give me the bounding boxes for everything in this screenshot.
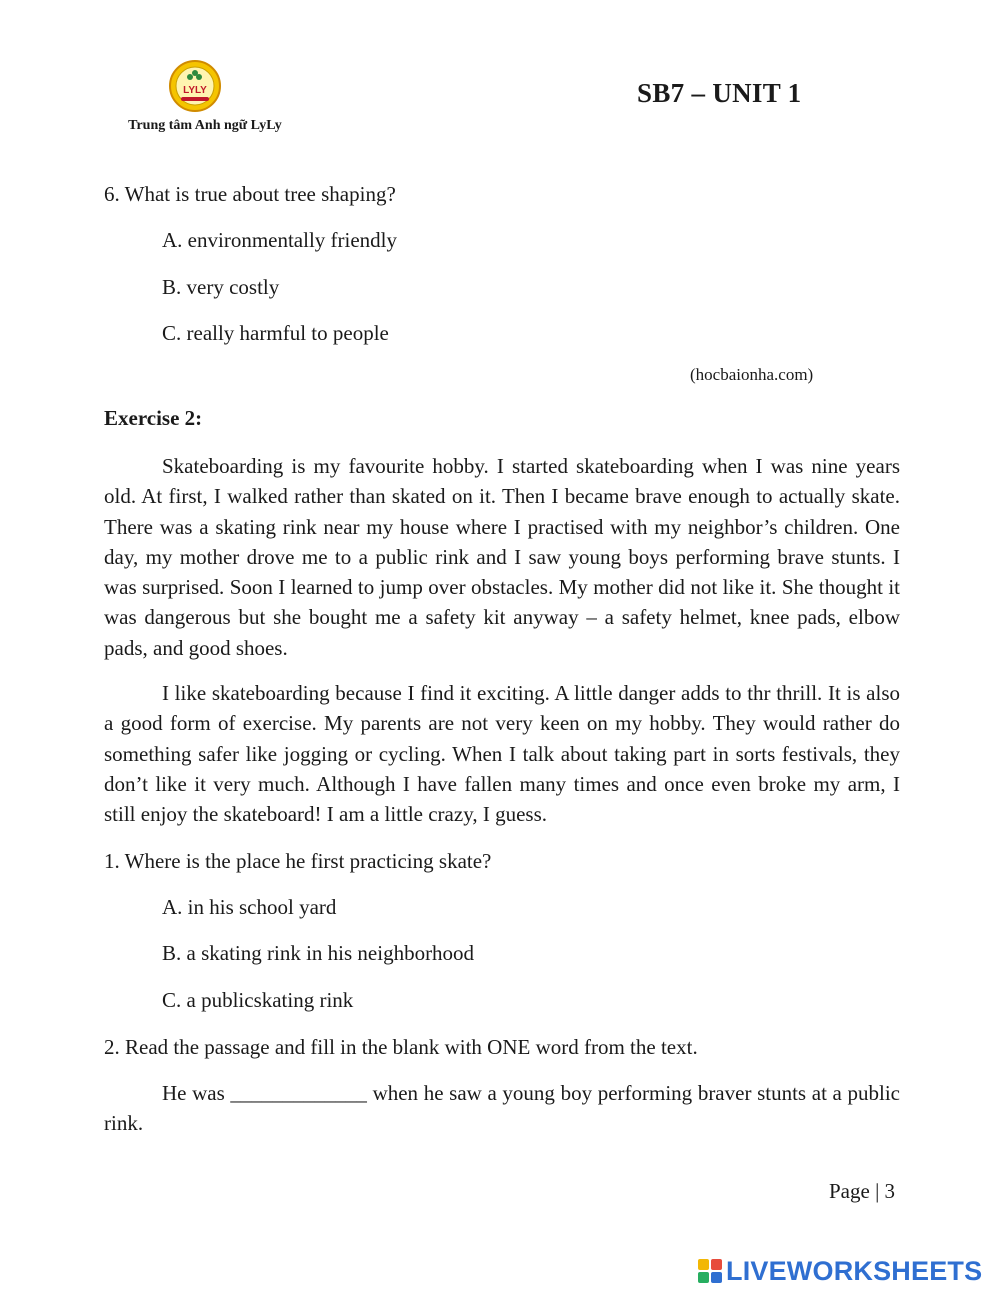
q2-fill-sentence: He was _____________ when he saw a young boy performing braver stunts at a public rink. [104, 1081, 900, 1136]
brand-blocks-icon [698, 1259, 722, 1283]
q6-option-a: A. environmentally friendly [162, 228, 398, 252]
unit-title: SB7 – UNIT 1 [637, 78, 802, 108]
passage-paragraph-2: I like skateboarding because I find it exciting. A little danger adds to thr thrill. It is also a good form of exercise. My parents are not very keen on my hobby. They would rather do something safer like jogging or cycling. When I talk about taking part in sorts festivals, they don’t like it very much. Although I have fallen many times and once even broke my arm, I still enjoy the skateboard! I am a little crazy, I guess. [104, 681, 900, 827]
q6-option-b: B. very costly [162, 275, 280, 299]
liveworksheets-brand [698, 1255, 982, 1287]
q1-option-c: C. a publicskating rink [162, 988, 354, 1012]
q2-question: 2. Read the passage and fill in the blank with ONE word from the text. [104, 1035, 698, 1059]
q1-option-a: A. in his school yard [162, 895, 337, 919]
page-number: Page | 3 [829, 1179, 896, 1203]
center-logo [166, 60, 224, 112]
q6-question: 6. What is true about tree shaping? [104, 182, 396, 206]
passage-paragraph-1: Skateboarding is my favourite hobby. I started skateboarding when I was nine years old. At first, I walked rather than skated on it. Then I became brave enough to actually skate. There was a skating rink near my house where I practised with my neighbor’s children. One day, my mother drove me to a public rink and I saw young boys performing brave stunts. I was surprised. Soon I learned to jump over obstacles. My mother did not like it. She thought it was dangerous but she bought me a safety kit anyway – a safety helmet, knee pads, elbow pads, and good shoes. [104, 454, 900, 660]
q1-question: 1. Where is the place he first practicing skate? [104, 849, 492, 873]
center-name: Trung tâm Anh ngữ LyLy [128, 118, 282, 133]
q6-option-c: C. really harmful to people [162, 321, 389, 345]
brand-text: LIVEWORKSHEETS [726, 1255, 983, 1286]
logo-text: LYLY [183, 85, 207, 96]
exercise-heading: Exercise 2: [104, 406, 203, 430]
source-credit: (hocbaionha.com) [690, 365, 814, 384]
q1-option-b: B. a skating rink in his neighborhood [162, 941, 475, 965]
